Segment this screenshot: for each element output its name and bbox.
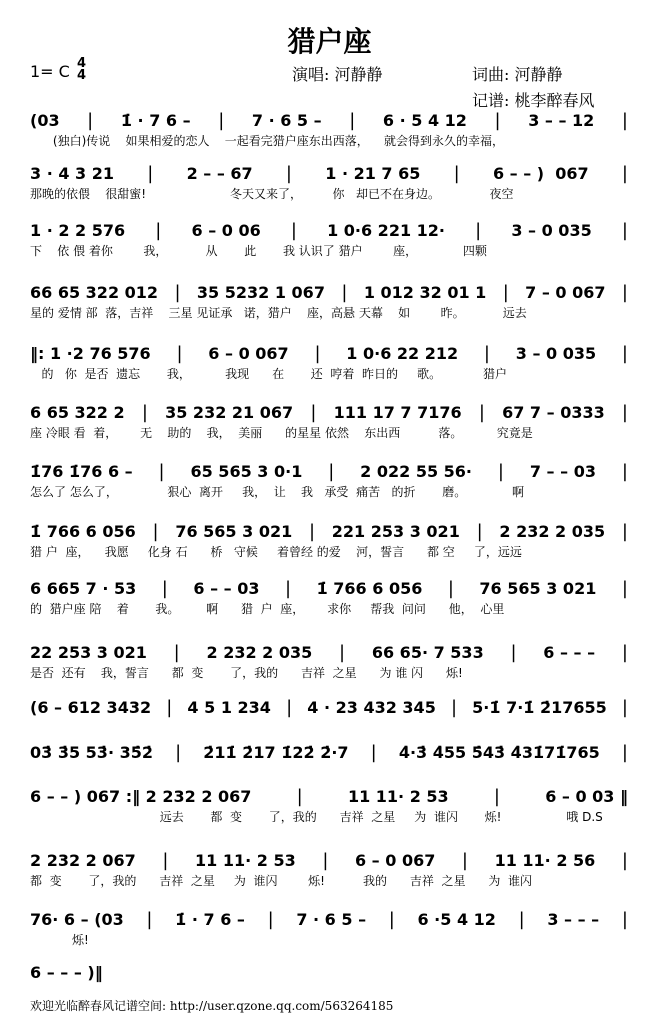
bar-line: | (166, 697, 173, 718)
notation-row (30, 282, 628, 303)
measure: 6 665 7 · 53 (30, 579, 137, 598)
bar-line: | (174, 282, 181, 303)
measure: 6 – – ) 067 (492, 164, 589, 183)
time-top: 4 (77, 56, 87, 71)
bar-line: | (388, 909, 395, 930)
bar-line: | (339, 642, 346, 663)
notation-row (30, 642, 628, 663)
measure: 6 – 0 067 (354, 851, 436, 870)
measure: 2 232 2 067 (30, 851, 136, 870)
notation-row (30, 402, 628, 423)
measure: 2 022 55 56· (360, 462, 473, 481)
notation-row (30, 963, 628, 982)
bar-line: | (341, 282, 348, 303)
notation-row (30, 110, 628, 131)
measure: (6 – 612 3432 (30, 698, 152, 717)
measure: 65 565 3 0·1 (190, 462, 303, 481)
notation-row (30, 461, 628, 482)
bar-line: | (286, 697, 293, 718)
measure: 1̇ · 7 6 – (175, 910, 245, 929)
time-signature (77, 58, 86, 82)
lyrics-line: 座 冷眼 看 着， 无 助的 我， 美丽 的星星 依然 东出西 落。 究竟是 (30, 426, 533, 440)
measure: 1 0·6 221 12· (327, 221, 445, 240)
notation-row (30, 163, 628, 184)
bar-line: | (621, 850, 628, 871)
measure: 11 11· 2 53 (347, 787, 449, 806)
measure: 6 · 5 4 12 (382, 111, 467, 130)
notation-row (30, 578, 628, 599)
lyrics-line: 星的 爱情 部 落，吉祥 三星 见证承 诺，猎户 座，高悬 天幕 如 昨。 远去 (30, 306, 527, 320)
lyrics-line: 那晚的依偎 很甜蜜! 冬天又来了， 你 却已不在身边。 夜空 (30, 187, 514, 201)
lyrics-line: 的 你 是否 遗忘 我， 我现 在 还 哼着 昨日的 歌。 猎户 (30, 367, 508, 381)
bar-line: | (310, 402, 317, 423)
measure: 22 253 3 021 (30, 643, 147, 662)
measure: 3 – 0 035 (515, 344, 597, 363)
measure: 7 · 6 5 – (251, 111, 322, 130)
notation-row (30, 850, 628, 871)
lyrics-line: 猎 户 座， 我愿 化身 石 桥 守候 着曾经 的爱 河，誓言 都 空 了，远远 (30, 545, 522, 559)
bar-line: | (621, 343, 628, 364)
measure: 1 012 32 01 1 (363, 283, 487, 302)
measure: 6 – 0 067 (208, 344, 289, 363)
measure: 3 · 4 3 21 (30, 164, 115, 183)
measure: 03̇ 3̇5 53̇· 35̇2̇ (30, 743, 153, 762)
bar-line: | (621, 909, 628, 930)
bar-line: | (447, 578, 454, 599)
measure: 2 – – 67 (186, 164, 253, 183)
measure: 221 253 3 021 (331, 522, 460, 541)
measure: 11 11· 2 56 (494, 851, 596, 870)
singer: 演唱: 河静静 (292, 65, 383, 84)
measure: 76 565 3 021 (479, 579, 597, 598)
measure: 5·1̇ 7·1̇ 2̇17655 (472, 698, 607, 717)
lyrics-line: 远去 都 变 了，我的 吉祥 之星 为 谁闪 烁! 哦 D.S (30, 810, 603, 824)
bar-line: | (475, 220, 482, 241)
bar-line: | (284, 578, 292, 599)
bar-line: | (621, 642, 628, 663)
measure: 4̇·3̇ 4̇55 5̇43̇ 4̇31̇71̇765 (398, 743, 600, 762)
bar-line: | (461, 850, 468, 871)
notation-row (30, 909, 628, 930)
measure: 4 5 1 234 (187, 698, 271, 717)
bar-line: | (322, 850, 329, 871)
bar-line: | (328, 461, 335, 482)
lyrics-line: 都 变 了，我的 吉祥 之星 为 谁闪 烁! 我的 吉祥 之星 为 谁闪 (30, 874, 533, 888)
notation-row (30, 220, 628, 241)
measure: 3 – 0 035 (511, 221, 592, 240)
measure: 2 232 2 035 (499, 522, 606, 541)
bar-line: | (152, 521, 159, 542)
measure: 1 0·6 22 212 (346, 344, 459, 363)
bar-line: | (502, 282, 509, 303)
bar-line: | (478, 402, 485, 423)
bar-line: | (370, 742, 377, 763)
measure: 6 – – ) 067 :‖ 2 232 2 067 (30, 787, 252, 806)
bar-line: | (141, 402, 148, 423)
lyrics-line: 下 依 偎 着你 我， 从 此 我 认识了 猎户 座， 四颗 (30, 244, 487, 258)
bar-line: | (173, 642, 180, 663)
song-title: 猎户座 (287, 25, 372, 58)
bar-line: | (621, 110, 628, 131)
notation-row (30, 786, 628, 807)
bar-line: | (175, 742, 182, 763)
bar-line: | (450, 697, 458, 718)
key-signature: 1= C (30, 62, 70, 81)
lyrics-line: 烁! (30, 933, 89, 947)
bar-line: | (518, 909, 525, 930)
lyrics-line: 的 猎户座 陪 着 我。 啊 猎 户 座， 求你 帮我 问问 他， 心里 (30, 602, 505, 616)
measure: 6 – – – (543, 643, 596, 662)
measure: 6 – – – )‖ (30, 963, 103, 982)
notation-row (30, 521, 628, 542)
measure: 6 65 322 2 (30, 403, 125, 422)
bar-line: | (621, 220, 628, 241)
lyrics-line: 怎么了 怎么了， 狠心 离开 我， 让 我 承受 痛苦 的折 磨。 啊 (30, 485, 524, 499)
bar-line: | (290, 220, 297, 241)
notation-row (30, 742, 628, 763)
measure: ‖: 1 ·2 76 576 (30, 344, 151, 363)
notation-row (30, 697, 628, 718)
bar-line: | (510, 642, 517, 663)
measure: 6 – – 03 (193, 579, 260, 598)
measure: 1̇76 1̇76 6 – (30, 462, 133, 481)
bar-line: | (493, 786, 500, 807)
measure: 2 232 2 035 (206, 643, 313, 662)
bar-line: | (87, 110, 94, 131)
bar-line: | (146, 909, 153, 930)
bar-line: | (621, 402, 628, 423)
bar-line: | (349, 110, 356, 131)
bar-line: | (155, 220, 162, 241)
bar-line: | (161, 578, 168, 599)
measure: 35 5232 1 067 (196, 283, 325, 302)
lyrics-line: (独白)传说 如果相爱的恋人 一起看完猎户座东出西落， 就会得到永久的幸福， (30, 134, 505, 148)
bar-line: | (218, 110, 225, 131)
measure: 67 7 – 0333 (502, 403, 605, 422)
measure: 1 · 2 2 576 (30, 221, 126, 240)
bar-line: | (314, 343, 321, 364)
measure: 3 – – 12 (528, 111, 595, 130)
measure: 76· 6 – (03 (30, 910, 124, 929)
bar-line: | (621, 282, 628, 303)
bar-line: | (147, 163, 154, 184)
measure: 7 – – 03 (529, 462, 596, 481)
measure: 1̇ 766 6 056 (316, 579, 423, 598)
bar-line: | (621, 578, 628, 599)
bar-line: | (476, 521, 483, 542)
measure: 66 65· 7 533 (371, 643, 484, 662)
bar-line: | (308, 521, 316, 542)
measure: 11 11· 2 53 (195, 851, 296, 870)
composer: 词曲: 河静静 (472, 65, 563, 84)
bar-line: | (285, 163, 292, 184)
bar-line: | (453, 163, 460, 184)
bar-line: | (267, 909, 274, 930)
transcriber: 记谱: 桃李醉春风 (472, 91, 595, 110)
measure: 35 232 21 067 (165, 403, 294, 422)
footer-link: 欢迎光临醉春风记谱空间: http://user.qzone.qq.com/563264185 (30, 999, 394, 1013)
notation-row (30, 343, 628, 364)
lyrics-line: 是否 还有 我，誓言 都 变 了，我的 吉祥 之星 为 谁 闪 烁! (30, 666, 463, 680)
measure: 1̇ 766 6 056 (30, 522, 136, 541)
measure: 3 – – – (547, 910, 600, 929)
measure: 6 – 0 03 ‖ (545, 787, 628, 806)
bar-line: | (621, 742, 628, 763)
time-bottom: 4 (77, 68, 87, 83)
bar-line: | (621, 163, 628, 184)
measure: 6 – 0 06 (191, 221, 261, 240)
measure: 1̇ · 7 6 – (120, 111, 191, 130)
bar-line: | (176, 343, 183, 364)
bar-line: | (158, 461, 165, 482)
measure: 2̇11̇ 2̇17 1̇22̇ 2̇·7 (203, 743, 349, 762)
bar-line: | (621, 697, 628, 718)
bar-line: | (497, 461, 504, 482)
measure: 6 ·5 4 12 (417, 910, 496, 929)
bar-line: | (296, 786, 303, 807)
measure: 66 65 322 012 (30, 283, 159, 302)
measure: 76 565 3 021 (175, 522, 293, 541)
bar-line: | (621, 461, 628, 482)
bar-line: | (483, 343, 490, 364)
measure: (03 (30, 111, 60, 130)
measure: 7 – 0 067 (525, 283, 606, 302)
bar-line: | (494, 110, 501, 131)
measure: 4 · 23 432 345 (307, 698, 436, 717)
measure: 1 · 21 7 65 (325, 164, 421, 183)
measure: 111 17 7 7176 (333, 403, 462, 422)
measure: 7 · 6 5 – (296, 910, 367, 929)
bar-line: | (162, 850, 169, 871)
bar-line: | (621, 521, 628, 542)
